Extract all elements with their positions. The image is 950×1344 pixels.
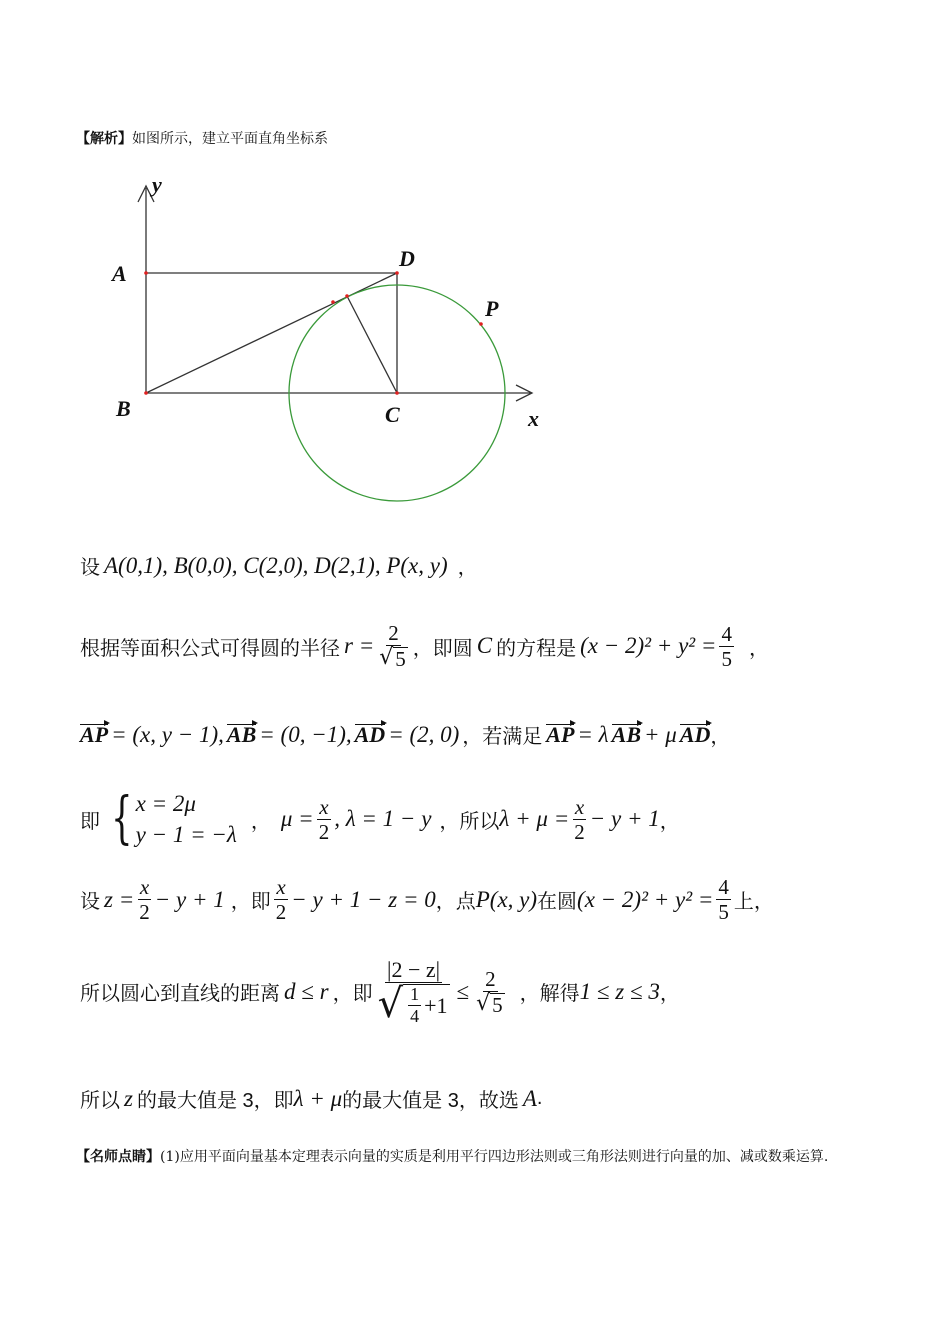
circle-eq-den: 5 — [721, 646, 732, 671]
radius-den-value: 5 — [395, 647, 406, 672]
line5-text2: ，点 — [435, 891, 476, 914]
z-range: 1 ≤ z ≤ 3 — [579, 978, 660, 1004]
line-z-substitution — [80, 876, 774, 923]
analysis-label: 【解析】 — [76, 131, 132, 147]
line7-t2: 的最大值是 3，即 — [136, 1090, 294, 1112]
mu-frac-den: 2 — [318, 819, 330, 844]
label-B: B — [116, 396, 131, 421]
line-coordinates — [80, 551, 478, 580]
lambda-mu-tail: − y + 1 — [589, 806, 660, 832]
line5-prefix: 设 — [80, 891, 100, 914]
lambda-plus-mu: λ + μ — [293, 1085, 343, 1111]
z-fraction — [137, 876, 152, 923]
line2-end: ， — [748, 637, 769, 660]
line-eq: − y + 1 − z = 0 — [291, 886, 436, 912]
radius-2-den-value: 5 — [492, 992, 503, 1017]
z-tail: − y + 1 — [154, 886, 225, 912]
circle-name: C — [476, 633, 493, 659]
line-vectors — [80, 720, 730, 749]
line7-t3: 的最大值是 3，故选 — [342, 1090, 519, 1112]
y-axis-label: y — [152, 172, 162, 197]
line-system — [80, 788, 680, 850]
line6-text2: ，即 — [332, 983, 373, 1006]
line3-text: ，若满足 — [462, 726, 543, 748]
vector-AB-value: = (0, −1), — [259, 721, 352, 747]
label-A: A — [112, 261, 127, 286]
distance-fraction — [376, 958, 452, 1026]
line6-text1: 所以圆心到直线的距离 — [80, 983, 280, 1006]
line1-prefix: 设 — [80, 557, 100, 579]
line-radius — [80, 622, 769, 670]
circle-eq-2-num: 4 — [718, 875, 729, 899]
radius-2-den: √ 5 — [476, 990, 503, 1017]
radius-fraction — [377, 622, 410, 670]
system-eq-2: y − 1 = −λ — [135, 822, 237, 848]
line5-text4: 上， — [733, 891, 774, 914]
line-distance — [80, 958, 680, 1026]
label-D: D — [399, 246, 415, 271]
vector-AP-2: AP — [546, 721, 575, 747]
mu-fraction — [317, 796, 332, 843]
vector-AD-2: AD — [679, 721, 711, 747]
line5-text1: ，即 — [230, 891, 271, 914]
equation-system — [104, 788, 237, 850]
z-frac-den: 2 — [139, 900, 150, 925]
line4-text: ，所以 — [439, 810, 500, 833]
note-label: 【名师点睛】 — [76, 1149, 160, 1165]
inner-fraction — [408, 985, 421, 1026]
vector-AD-value: = (2, 0) — [388, 721, 460, 747]
teacher-note — [76, 1142, 876, 1172]
lambda-mu-eq: λ + μ = — [499, 806, 570, 832]
circle-eq-fraction — [719, 623, 734, 670]
line4-sep: ， — [250, 810, 271, 833]
radius-2-num: 2 — [485, 966, 496, 991]
distance-ineq: d ≤ r — [284, 978, 329, 1004]
inner-den: 4 — [410, 1005, 420, 1026]
circle-eq-left: (x − 2)² + y² = — [580, 633, 717, 659]
z-frac-num: x — [139, 875, 150, 899]
coordinate-figure — [100, 168, 560, 513]
line6-text3: ，解得 — [519, 983, 580, 1006]
label-P: P — [485, 296, 499, 321]
point-P: P(x, y) — [475, 886, 538, 912]
point-D-marker — [395, 271, 399, 275]
line-conclusion — [80, 1084, 542, 1113]
line4-end: ， — [659, 810, 680, 833]
inner-plus-one: +1 — [424, 992, 448, 1018]
line4-prefix: 即 — [80, 810, 100, 833]
line2-text1: 根据等面积公式可得圆的半径 — [80, 637, 340, 660]
brace-icon: { — [111, 786, 133, 852]
tangent-marker — [331, 300, 335, 304]
mu-eq: μ = — [280, 806, 314, 832]
answer-A: A — [522, 1085, 537, 1111]
analysis-heading — [76, 128, 328, 148]
line1-suffix: ， — [457, 557, 478, 579]
le-sign: ≤ — [456, 978, 470, 1004]
line3-end: ， — [710, 726, 731, 748]
distance-den: √ $\frac{1}{4}$ +1 — [377, 981, 448, 1028]
line6-end: ， — [659, 983, 680, 1006]
line7-t1: 所以 — [80, 1090, 120, 1112]
line7-end: . — [536, 1087, 543, 1109]
circle-eq-num: 4 — [721, 621, 732, 646]
vector-AD: AD — [354, 721, 386, 747]
lambda-mu-fraction — [572, 796, 587, 843]
vector-AP: AP — [80, 721, 109, 747]
vector-AB: AB — [226, 721, 257, 747]
radius-den: √ 5 — [379, 645, 406, 672]
line-fraction — [274, 876, 289, 923]
x-axis-label: x — [528, 406, 539, 431]
inner-num: 1 — [410, 984, 420, 1005]
circle-eq-2-den: 5 — [718, 900, 729, 925]
line2-text2: ，即圆 — [412, 637, 473, 660]
radius-fraction-2 — [474, 968, 507, 1016]
radius-eq: r = — [344, 633, 375, 659]
point-P-marker — [479, 322, 483, 326]
line3-eq: = λ — [577, 721, 609, 747]
analysis-intro: 如图所示，建立平面直角坐标系 — [132, 131, 328, 147]
label-C: C — [385, 402, 400, 427]
lm-frac-num: x — [574, 794, 585, 819]
lambda-eq: , λ = 1 − y — [334, 806, 432, 832]
radius-num: 2 — [388, 621, 399, 645]
segment-BD — [146, 273, 397, 393]
circle-eq-2-fraction — [716, 876, 731, 923]
line-frac-num: x — [276, 875, 286, 899]
line-frac-den: 2 — [275, 900, 287, 925]
distance-num: |2 − z| — [387, 957, 441, 982]
foot-marker — [345, 294, 349, 298]
mu-frac-num: x — [319, 794, 329, 819]
line1-points: A(0,1), B(0,0), C(2,0), D(2,1), P(x, y) — [104, 552, 448, 578]
line2-text3: 的方程是 — [496, 637, 577, 660]
point-A-marker — [144, 271, 148, 275]
line3-plus: + μ — [644, 721, 677, 747]
vector-AB-2: AB — [611, 721, 641, 747]
point-B-marker — [144, 391, 148, 395]
system-eq-1: x = 2μ — [135, 791, 196, 816]
lm-frac-den: 2 — [574, 819, 585, 844]
var-z: z — [124, 1085, 133, 1111]
radius-segment — [347, 296, 397, 393]
line5-text3: 在圆 — [537, 891, 578, 914]
circle-eq-2: (x − 2)² + y² = — [577, 886, 714, 912]
vector-AP-value: = (x, y − 1), — [111, 721, 224, 747]
note-text: (1)应用平面向量基本定理表示向量的实质是利用平行四边形法则或三角形法则进行向量的加、减或数乘运算. — [160, 1149, 829, 1165]
z-eq: z = — [104, 886, 135, 912]
point-C-marker — [395, 391, 399, 395]
